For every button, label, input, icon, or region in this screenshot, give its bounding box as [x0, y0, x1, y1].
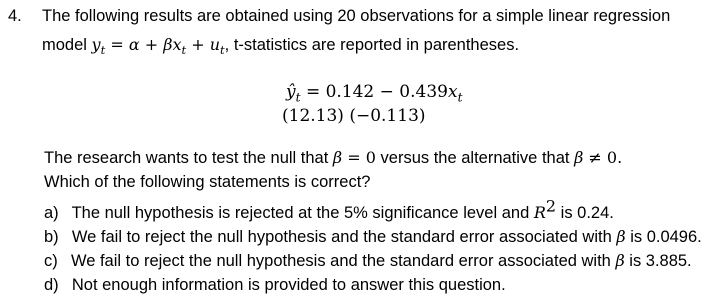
question-number-label: 4.: [8, 7, 22, 25]
option-a: [44, 196, 614, 223]
option-d: [44, 275, 506, 295]
option-label: c): [44, 252, 58, 270]
prompt-line2: Which of the following statements is correct?: [44, 173, 371, 191]
prompt-line1: The research wants to test the null that β = 0 versus the alternative that β ≠ 0.: [44, 148, 623, 167]
regression-rhs: = $0.142 - 0.439x_t$: [305, 82, 463, 105]
y-hat: $ŷ_t$: [286, 82, 301, 105]
null-hypothesis: β: [332, 148, 343, 167]
option-a-text: The null hypothesis is rejected at the 5% significance level and $R^2$ is 0.24.: [71, 196, 614, 222]
option-b-text: We fail to reject the null hypothesis and the standard error associated with β is 0.0496.: [71, 227, 702, 246]
option-b: [44, 227, 702, 247]
option-c-text: We fail to reject the null hypothesis and the standard error associated with β is 3.885.: [70, 251, 692, 270]
prompt-mid: versus the alternative that: [380, 149, 570, 167]
option-d-text: Not enough information is provided to answer this question.: [71, 276, 506, 294]
option-label: a): [44, 204, 59, 222]
alt-hypothesis: β: [574, 148, 584, 167]
prompt-prefix: The research wants to test the null that: [44, 149, 329, 167]
intro-model-prefix: model: [42, 36, 87, 54]
option-label: b): [44, 228, 59, 246]
model-equation: $y_t = \alpha + \beta x_t + u_t$: [91, 35, 225, 58]
tstat-values: (12.13) (−0.113): [282, 106, 426, 126]
question-intro-line2: [42, 35, 520, 58]
question-number: [8, 6, 22, 26]
intro-model-suffix: , t-statistics are reported in parentheses.: [224, 36, 520, 54]
intro-text-1: The following results are obtained using 20 observations for a simple linear regression: [42, 7, 671, 25]
option-c: [44, 251, 692, 271]
question-intro-line1: [42, 6, 670, 26]
option-label: d): [44, 276, 59, 294]
regression-equation: [286, 82, 463, 105]
